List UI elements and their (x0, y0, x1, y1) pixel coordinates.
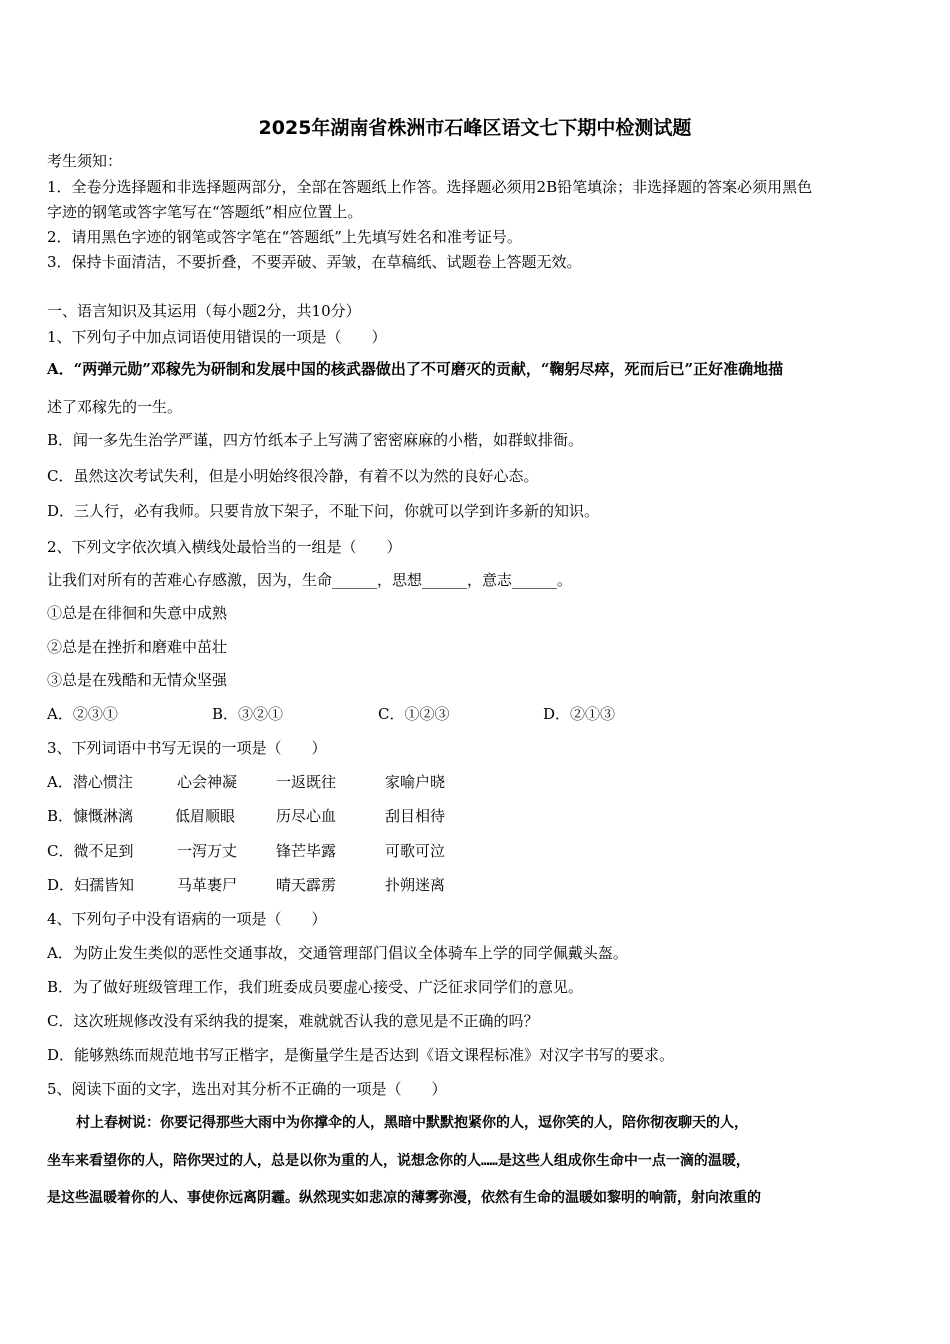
question-2-option: B．③②① (212, 705, 284, 723)
question-2-sentence-1: ①总是在徘徊和失意中成熟 (47, 604, 228, 622)
question-2-option: D．②①③ (543, 705, 616, 723)
question-4-option-b: B．为了做好班级管理工作，我们班委成员要虚心接受、广泛征求同学们的意见。 (47, 978, 584, 996)
question-3-word: 扑朔迷离 (385, 876, 446, 894)
question-3-word: 历尽心血 (276, 807, 337, 825)
question-3-word: 马革裹尸 (177, 876, 238, 894)
question-3-word: 晴天霹雳 (276, 876, 337, 894)
question-4-option-c: C．这次班规修改没有采纳我的提案，难就就否认我的意见是不正确的吗？ (47, 1012, 539, 1030)
question-3-word: 心会神凝 (177, 773, 238, 791)
question-1-option-a-cont: 述了邓稼先的一生。 (47, 398, 183, 416)
question-3-word: 锋芒毕露 (276, 842, 337, 860)
question-2-stem: 2、下列文字依次填入横线处最恰当的一组是（ ） (47, 538, 402, 556)
question-3-word: 低眉顺眼 (175, 807, 236, 825)
question-1-option-a: A．“两弹元勋”邓稼先为研制和发展中国的核武器做出了不可磨灭的贡献，“鞠躬尽瘁，死而后已”正好准确地描 (47, 360, 784, 378)
question-2-option: A．②③① (47, 705, 118, 723)
question-2-sentence-3: ③总是在残酷和无情众坚强 (47, 671, 228, 689)
question-4-option-d: D．能够熟练而规范地书写正楷字，是衡量学生是否达到《语文课程标准》对汉字书写的要求。 (47, 1046, 675, 1064)
question-3-word: D．妇孺皆知 (47, 876, 135, 894)
question-1-option-d: D．三人行，必有我师。只要肯放下架子，不耻下问，你就可以学到许多新的知识。 (47, 502, 600, 520)
question-1-stem: 1、下列句子中加点词语使用错误的一项是（ ） (47, 328, 387, 346)
section-heading: 一、语言知识及其运用（每小题2分，共10分） (47, 302, 361, 320)
question-4-stem: 4、下列句子中没有语病的一项是（ ） (47, 910, 327, 928)
question-5-stem: 5、阅读下面的文字，选出对其分析不正确的一项是（ ） (47, 1080, 447, 1098)
question-3-word: 家喻户晓 (385, 773, 446, 791)
passage-line: 坐车来看望你的人，陪你哭过的人，总是以你为重的人，说想念你的人……是这些人组成你生命中一点一滴的温暖， (47, 1153, 750, 1169)
question-3-word: A．潜心惯注 (47, 773, 133, 791)
passage-line: 是这些温暖着你的人、事使你远离阴霾。纵然现实如悲凉的薄雾弥漫，依然有生命的温暖如黎明的响箭，射向浓重的 (47, 1190, 761, 1206)
notice-item: 2．请用黑色字迹的钢笔或答字笔在“答题纸”上先填写姓名和准考证号。 (47, 228, 522, 246)
question-3-word: B．慷慨淋漓 (47, 807, 134, 825)
question-2-text: 让我们对所有的苦难心存感激，因为，生命______，思想______，意志______。 (47, 571, 573, 589)
question-3-word: 一返既往 (276, 773, 337, 791)
question-2-sentence-2: ②总是在挫折和磨难中茁壮 (47, 638, 228, 656)
question-3-word: 刮目相待 (385, 807, 446, 825)
question-3-stem: 3、下列词语中书写无误的一项是（ ） (47, 739, 327, 757)
notice-item: 1．全卷分选择题和非选择题两部分，全部在答题纸上作答。选择题必须用2B铅笔填涂；非选择题的答案必须用黑色 (47, 178, 813, 196)
notice-item: 3．保持卡面清洁，不要折叠，不要弄破、弄皱，在草稿纸、试题卷上答题无效。 (47, 253, 582, 271)
passage-line: 村上春树说：你要记得那些大雨中为你撑伞的人，黑暗中默默抱紧你的人，逗你笑的人，陪你彻夜聊天的人， (76, 1115, 748, 1131)
question-1-option-b: B．闻一多先生治学严谨，四方竹纸本子上写满了密密麻麻的小楷，如群蚁排衙。 (47, 431, 584, 449)
notice-heading: 考生须知： (47, 152, 123, 170)
question-3-word: 一泻万丈 (177, 842, 238, 860)
question-3-word: 可歌可泣 (385, 842, 446, 860)
notice-item: 字迹的钢笔或答字笔写在“答题纸”相应位置上。 (47, 203, 363, 221)
question-2-option: C．①②③ (378, 705, 450, 723)
page-title: 2025年湖南省株洲市石峰区语文七下期中检测试题 (258, 117, 692, 139)
question-3-word: C．微不足到 (47, 842, 134, 860)
question-1-option-c: C．虽然这次考试失利，但是小明始终很冷静，有着不以为然的良好心态。 (47, 467, 539, 485)
question-4-option-a: A．为防止发生类似的恶性交通事故，交通管理部门倡议全体骑车上学的同学佩戴头盔。 (47, 944, 628, 962)
